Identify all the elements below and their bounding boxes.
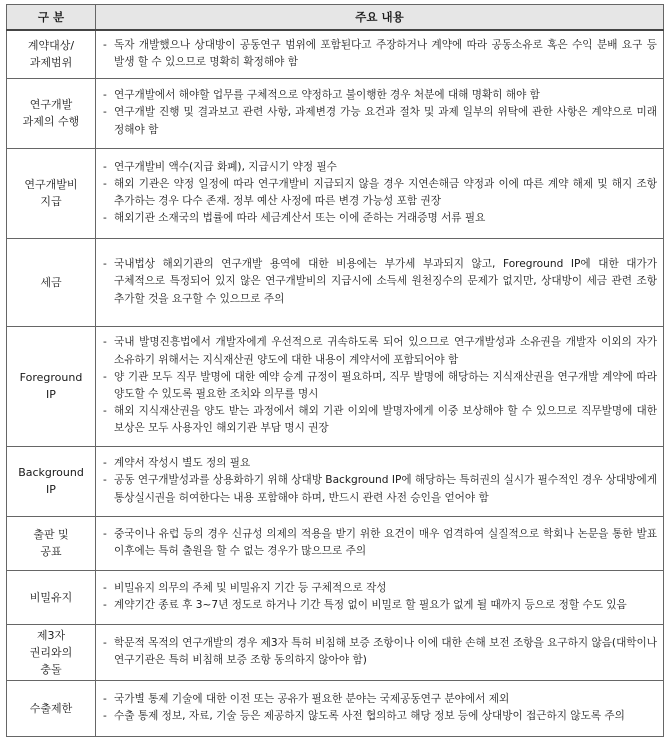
list-item: - 연구개발 진행 및 결과보고 관련 사항, 과제변경 가능 요건과 절차 및 과제 일부의 위탁에 관한 사항은 계약으로 미래 정해야 함 <box>100 104 657 138</box>
list-item: - 연구개발비 액수(지급 화폐), 지급시기 약정 필수 <box>100 159 657 176</box>
row-content <box>96 570 664 624</box>
category-column-header: 구 분 <box>7 5 96 31</box>
list-item: - 해외기관 소재국의 법률에 따라 세금계산서 또는 이에 준하는 거래증명 서류 필요 <box>100 210 657 227</box>
list-item: - 국가별 통제 기술에 대한 이전 또는 공유가 필요한 분야는 국제공동연구 분야에서 제외 <box>100 691 657 708</box>
row-content <box>96 516 664 570</box>
row-category: 계약대상/ 과제범위 <box>7 30 96 78</box>
row-content <box>96 30 664 78</box>
list-item: - 중국이나 유럽 등의 경우 신규성 의제의 적용을 받기 위한 요건이 매우 엄격하여 실질적으로 학회나 논문을 통한 발표 이후에는 특허 출원을 할 수 없는 경우가 많으므로 주의 <box>100 526 657 560</box>
bullet-list <box>100 334 657 437</box>
table-row <box>7 238 664 326</box>
row-content <box>96 326 664 446</box>
row-content <box>96 680 664 736</box>
list-item: - 양 기관 모두 직무 발명에 대한 예약 승계 규정이 필요하며, 직무 발명에 해당하는 지식재산권을 연구개발 계약에 따라 양도할 수 있도록 필요한 조치와 의무를 명시 <box>100 369 657 403</box>
contract-guidelines-document <box>6 4 663 737</box>
row-category: Background IP <box>7 446 96 516</box>
list-item: - 수출 통제 정보, 자료, 기술 등은 제공하지 않도록 사전 협의하고 해당 정보 등에 상대방이 접근하지 않도록 주의 <box>100 708 657 725</box>
table-row <box>7 516 664 570</box>
row-content <box>96 446 664 516</box>
list-item: - 국내법상 해외기관의 연구개발 용역에 대한 비용에는 부가세 부과되지 않고, Foreground IP에 대한 대가가 구체적으로 특정되어 있지 않은 연구개발비의 지급시에 소득세 원천징수의 문제가 없지만, 상대방이 세금 관련 조항 추가할 것을 요구할 수 있으므로 주의 <box>100 256 657 308</box>
row-category: 비밀유지 <box>7 570 96 624</box>
row-category: 세금 <box>7 238 96 326</box>
row-category: 출판 및 공표 <box>7 516 96 570</box>
bullet-list <box>100 691 657 725</box>
list-item: - 해외 지식재산권을 양도 받는 과정에서 해외 기관 이외에 발명자에게 이중 보상해야 할 수 있으므로 직무발명에 대한 보상은 모두 사용자인 해외기관 부담 명시 권장 <box>100 403 657 437</box>
list-item: - 독자 개발했으나 상대방이 공동연구 범위에 포함된다고 주장하거나 계약에 따라 공동소유로 혹은 수익 분배 요구 등 발생 할 수 있으므로 명확히 확정해야 함 <box>100 37 657 71</box>
row-content <box>96 78 664 148</box>
bullet-list <box>100 455 657 507</box>
list-item: - 국내 발명진흥법에서 개발자에게 우선적으로 귀속하도록 되어 있으므로 연구개발성과 소유권을 개발자 이외의 자가 소유하기 위해서는 지식재산권 양도에 대한 내용이 계약서에 포함되어야 함 <box>100 334 657 368</box>
table-row <box>7 148 664 238</box>
content-column-header: 주요 내용 <box>96 5 664 31</box>
table-body <box>7 30 664 736</box>
bullet-list <box>100 635 657 669</box>
row-content <box>96 238 664 326</box>
list-item: - 학문적 목적의 연구개발의 경우 제3자 특허 비침해 보증 조항이나 이에 대한 손해 보전 조항을 요구하지 않음(대학이나 연구기관은 특허 비침해 보증 조항 동의하지 않아야 함) <box>100 635 657 669</box>
list-item: - 비밀유지 의무의 주체 및 비밀유지 기간 등 구체적으로 작성 <box>100 580 657 597</box>
row-content <box>96 624 664 680</box>
bullet-list <box>100 87 657 139</box>
bullet-list <box>100 526 657 560</box>
row-category: 연구개발비 지급 <box>7 148 96 238</box>
bullet-list <box>100 256 657 308</box>
row-category: 연구개발 과제의 수행 <box>7 78 96 148</box>
bullet-list <box>100 580 657 614</box>
table-header-row <box>7 5 664 31</box>
list-item: - 계약기간 종료 후 3~7년 정도로 하거나 기간 특정 없이 비밀로 할 필요가 없게 될 때까지 등으로 정할 수도 있음 <box>100 597 657 614</box>
guidelines-table <box>6 4 664 737</box>
table-row <box>7 78 664 148</box>
row-category: Foreground IP <box>7 326 96 446</box>
list-item: - 해외 기관은 약정 일정에 따라 연구개발비 지급되지 않을 경우 지연손해금 약정과 이에 따른 계약 해제 및 해지 조항 추가하는 경우 다수 존재. 정부 예산 사정에 따른 변경 가능성 포함 권장 <box>100 176 657 210</box>
table-row <box>7 624 664 680</box>
list-item: - 공동 연구개발성과를 상용화하기 위해 상대방 Background IP에 해당하는 특허권의 실시가 필수적인 경우 상대방에게 통상실시권을 허여한다는 내용 포함해야 하며, 반드시 관련 사전 승인을 얻어야 함 <box>100 472 657 506</box>
list-item: - 계약서 작성시 별도 정의 필요 <box>100 455 657 472</box>
row-category: 수출제한 <box>7 680 96 736</box>
bullet-list <box>100 37 657 71</box>
table-row <box>7 570 664 624</box>
table-row <box>7 30 664 78</box>
bullet-list <box>100 159 657 228</box>
table-row <box>7 446 664 516</box>
list-item: - 연구개발에서 해야할 업무를 구체적으로 약정하고 불이행한 경우 처분에 대해 명확히 해야 함 <box>100 87 657 104</box>
row-category: 제3자 권리와의 충돌 <box>7 624 96 680</box>
table-row <box>7 326 664 446</box>
table-row <box>7 680 664 736</box>
row-content <box>96 148 664 238</box>
